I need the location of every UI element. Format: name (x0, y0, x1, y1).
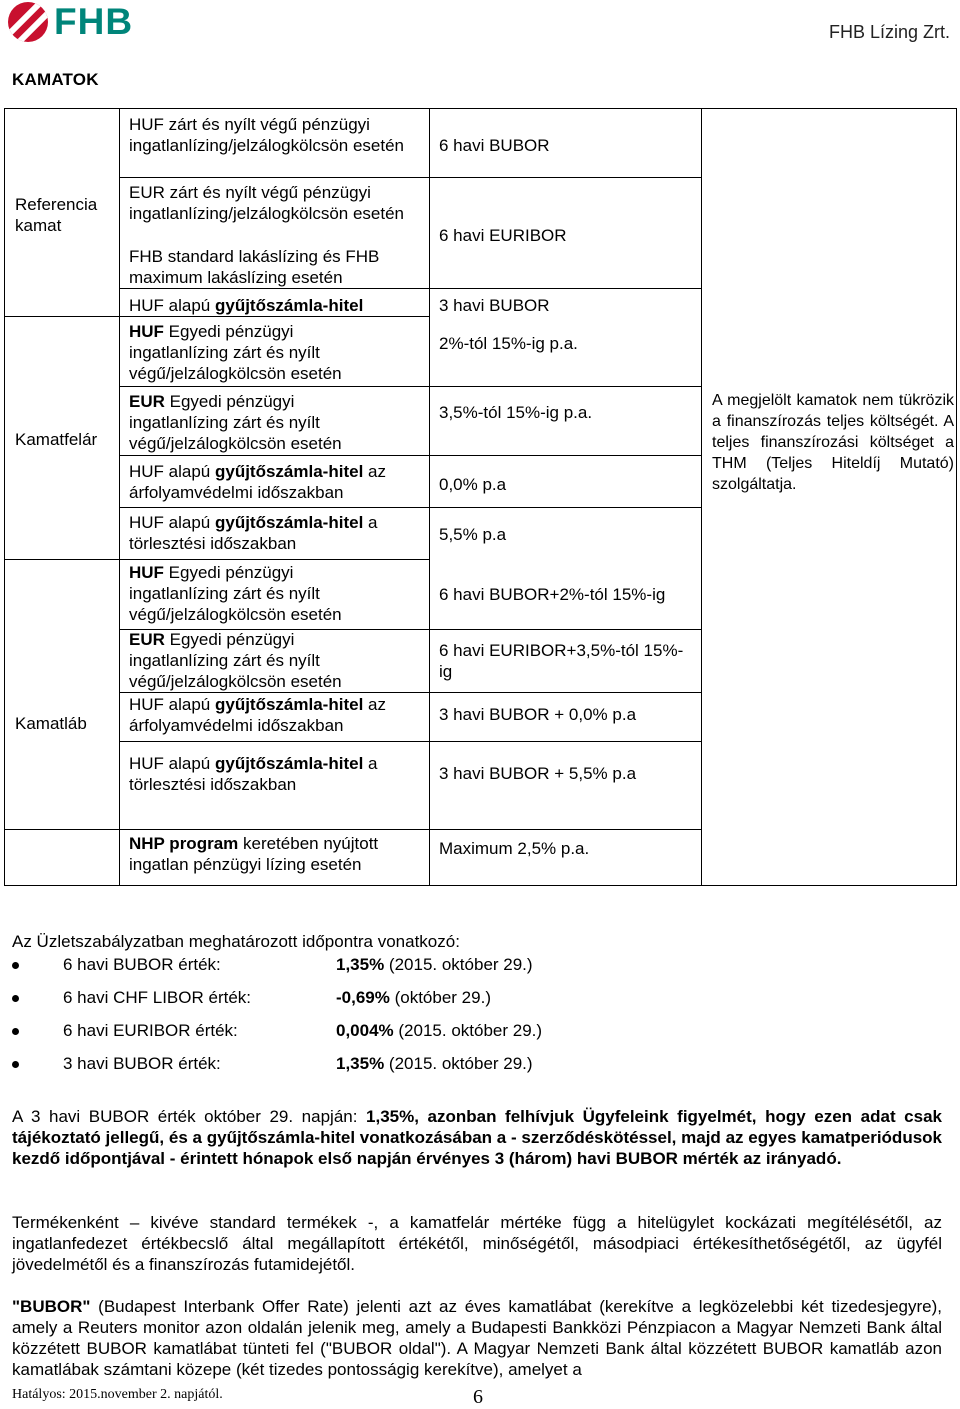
spread-explanation: Termékenként – kivéve standard termékek -, a kamatfelár mértéke függ a hitelügylet kockázati megítélésétől, az ingatlanfedezet értékbecslő által megállapított értékétől, minőségétől, másodpiaci értékesíthetőségétől, az ügyfél jövedelmétől és a finanszírozás futamidejétől. (12, 1213, 942, 1274)
page-number: 6 (473, 1386, 483, 1408)
rate-value-account-protection: 3 havi BUBOR + 0,0% p.a (439, 705, 637, 724)
rate-value: -0,69% (október 29.) (336, 988, 491, 1007)
rate-value-eur: 6 havi EURIBOR+3,5%-tól 15%-ig (439, 641, 684, 681)
rate-value: 1,35% (2015. október 29.) (336, 955, 533, 974)
rate-label: 6 havi CHF LIBOR érték: (63, 988, 252, 1007)
rate-value: 1,35% (2015. október 29.) (336, 1054, 533, 1073)
reference-desc-account: HUF alapú gyűjtőszámla-hitel (129, 296, 364, 315)
bubor-notice: A 3 havi BUBOR érték október 29. napján: 1,35%, azonban felhívjuk Ügyfeleink figyelmét, hogy ezen adat csak tájékoztató jellegű, és a gyűjtőszámla-hitel vonatkozásában a - szerződéskötéssel, majd az egyes kamatperiódusok kezdő időpontjával - érintett hónapok első napján érvényes 3 (három) havi BUBOR mérték az irányadó. (12, 1107, 942, 1168)
rate-desc-eur: EUR Egyedi pénzügyi ingatlanlízing zárt és nyílt végű/jelzálogkölcsön esetén (129, 630, 342, 691)
interest-table (4, 108, 957, 886)
spread-value-huf: 2%-tól 15%-ig p.a. (439, 334, 578, 353)
list-item (12, 988, 712, 1010)
page-header (0, 0, 960, 56)
table-note: A megjelölt kamatok nem tükrözik a finanszírozás teljes költségét. A teljes finanszírozási költséget a THM (Teljes Hiteldíj Mutató) szolgáltatja. (712, 392, 954, 493)
bullet-icon (12, 995, 19, 1002)
row-label-rate: Kamatláb (15, 714, 87, 733)
bubor-definition: "BUBOR" (Budapest Interbank Offer Rate) jelenti azt az éves kamatlábat (kerekítve a legközelebbi két tizedesjegyre), amely a Reuters monitor azon oldalán jelenik meg, amely a Budapesti Bankközi Pénzpiacon a Magyar Nemzeti Bank által közzétett BUBOR kamatlábat tünteti fel ("BUBOR oldal"). A Magyar Nemzeti Bank által közzétett BUBOR kamatláb azon kamatlábak számtani közepe (két tizedes pontosságig kerekítve), amelyet a (12, 1297, 942, 1379)
logo-text: FHB (54, 1, 134, 42)
list-item (12, 955, 712, 977)
reference-value-account: 3 havi BUBOR (439, 296, 550, 315)
spread-desc-account-repayment: HUF alapú gyűjtőszámla-hitel a törlesztési időszakban (129, 513, 378, 553)
rates-intro: Az Üzletszabályzatban meghatározott időpontra vonatkozó: (12, 932, 460, 951)
nhp-desc: NHP program keretében nyújtott ingatlan pénzügyi lízing esetén (129, 834, 379, 874)
reference-desc-huf: HUF zárt és nyílt végű pénzügyi ingatlanlízing/jelzálogkölcsön esetén (129, 115, 405, 155)
bullet-icon (12, 962, 19, 969)
rate-label: 6 havi BUBOR érték: (63, 955, 221, 974)
section-title: KAMATOK (12, 70, 99, 89)
reference-value-huf: 6 havi BUBOR (439, 136, 550, 155)
bullet-icon (12, 1061, 19, 1068)
rate-value: 0,004% (2015. október 29.) (336, 1021, 543, 1040)
fhb-logo (8, 2, 138, 44)
rate-label: 3 havi BUBOR érték: (63, 1054, 221, 1073)
nhp-value: Maximum 2,5% p.a. (439, 839, 590, 858)
fhb-logo-icon (8, 2, 48, 42)
bullet-icon (12, 1028, 19, 1035)
list-item (12, 1054, 712, 1076)
rate-value-account-repayment: 3 havi BUBOR + 5,5% p.a (439, 764, 637, 783)
company-name: FHB Lízing Zrt. (828, 22, 950, 42)
spread-desc-huf: HUF Egyedi pénzügyi ingatlanlízing zárt és nyílt végű/jelzálogkölcsön esetén (129, 322, 342, 383)
reference-value-eur: 6 havi EURIBOR (439, 226, 567, 245)
spread-desc-eur: EUR Egyedi pénzügyi ingatlanlízing zárt és nyílt végű/jelzálogkölcsön esetén (129, 392, 342, 453)
reference-desc-eur: EUR zárt és nyílt végű pénzügyi ingatlanlízing/jelzálogkölcsön esetén (129, 183, 405, 223)
rate-desc-account-repayment: HUF alapú gyűjtőszámla-hitel a törlesztési időszakban (129, 754, 378, 794)
rate-value-huf: 6 havi BUBOR+2%-tól 15%-ig (439, 585, 666, 604)
rate-desc-account-protection: HUF alapú gyűjtőszámla-hitel az árfolyamvédelmi időszakban (129, 695, 386, 735)
spread-value-eur: 3,5%-tól 15%-ig p.a. (439, 403, 593, 422)
rate-desc-huf: HUF Egyedi pénzügyi ingatlanlízing zárt és nyílt végű/jelzálogkölcsön esetén (129, 563, 342, 624)
row-label-spread: Kamatfelár (15, 430, 98, 449)
reference-desc-standard: FHB standard lakáslízing és FHB maximum lakáslízing esetén (129, 247, 380, 287)
list-item (12, 1021, 712, 1043)
spread-desc-account-protection: HUF alapú gyűjtőszámla-hitel az árfolyamvédelmi időszakban (129, 462, 386, 502)
row-label-reference: Referencia kamat (15, 195, 98, 235)
spread-value-account-repayment: 5,5% p.a (439, 525, 507, 544)
spread-value-account-protection: 0,0% p.a (439, 475, 507, 494)
rate-label: 6 havi EURIBOR érték: (63, 1021, 238, 1040)
validity-note: Hatályos: 2015.november 2. napjától. (12, 1387, 223, 1402)
